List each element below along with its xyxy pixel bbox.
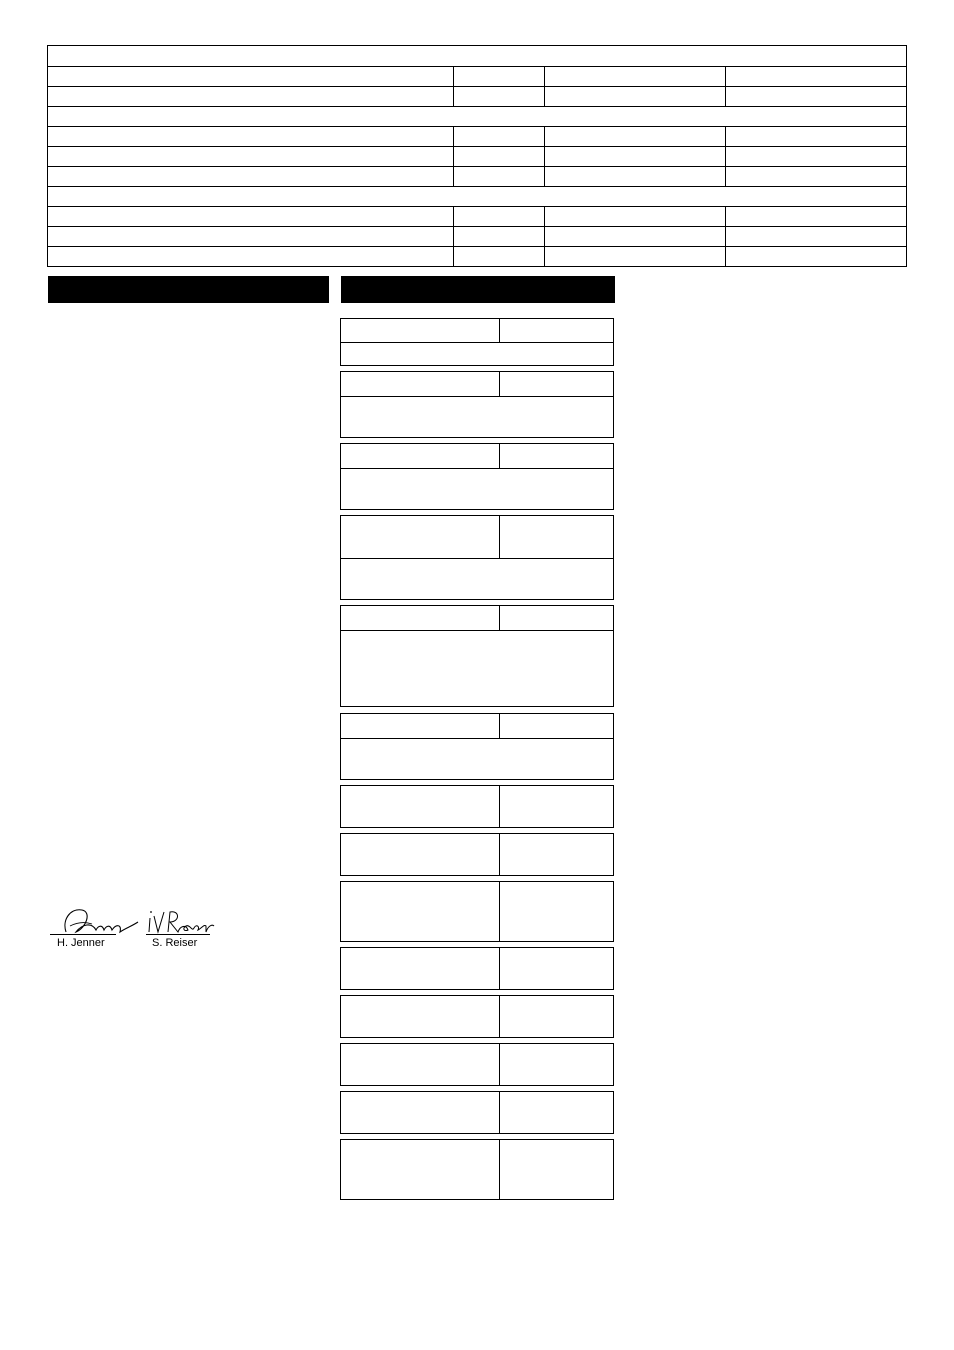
table-cell	[453, 207, 544, 226]
data-table	[47, 45, 907, 267]
table-cell	[544, 247, 725, 267]
table-cell	[544, 87, 725, 106]
table-cell	[544, 147, 725, 166]
spec-box	[340, 995, 614, 1038]
signature-jenner-image	[52, 902, 142, 942]
table-cell	[725, 127, 907, 146]
table-cell	[544, 227, 725, 246]
spec-box	[340, 605, 614, 707]
table-cell	[725, 67, 907, 86]
signature-block	[48, 900, 228, 955]
spec-box	[340, 713, 614, 780]
table-cell	[453, 247, 544, 267]
spec-box	[340, 881, 614, 942]
table-cell	[453, 87, 544, 106]
signature-reiser-image	[144, 906, 216, 936]
table-cell	[725, 227, 907, 246]
table-cell	[544, 167, 725, 186]
spec-box	[340, 515, 614, 600]
table-row	[48, 226, 906, 246]
table-cell	[725, 147, 907, 166]
spec-box	[340, 1091, 614, 1134]
table-row	[48, 206, 906, 226]
table-cell	[725, 207, 907, 226]
spec-box	[340, 371, 614, 438]
spec-box	[340, 443, 614, 510]
table-row	[48, 66, 906, 86]
table-cell	[725, 87, 907, 106]
spec-box	[340, 318, 614, 366]
signature-name-left: H. Jenner	[57, 937, 105, 949]
table-cell	[453, 67, 544, 86]
spec-box	[340, 833, 614, 876]
table-cell	[544, 207, 725, 226]
table-row	[48, 166, 906, 186]
table-cell	[453, 167, 544, 186]
spec-box	[340, 1043, 614, 1086]
table-row	[48, 126, 906, 146]
table-cell	[725, 167, 907, 186]
table-section-header	[48, 46, 906, 66]
spec-box	[340, 785, 614, 828]
signature-name-right: S. Reiser	[152, 937, 198, 949]
table-row	[48, 246, 906, 267]
table-row	[48, 86, 906, 106]
section-header-bar-left	[48, 276, 329, 303]
table-row	[48, 146, 906, 166]
table-cell	[725, 247, 907, 267]
table-cell	[453, 147, 544, 166]
table-cell	[453, 127, 544, 146]
table-section-header	[48, 186, 906, 206]
spec-box	[340, 947, 614, 990]
table-section-header	[48, 106, 906, 126]
table-cell	[453, 227, 544, 246]
spec-box	[340, 1139, 614, 1200]
table-cell	[544, 127, 725, 146]
table-cell	[544, 67, 725, 86]
section-header-bar-right	[341, 276, 615, 303]
